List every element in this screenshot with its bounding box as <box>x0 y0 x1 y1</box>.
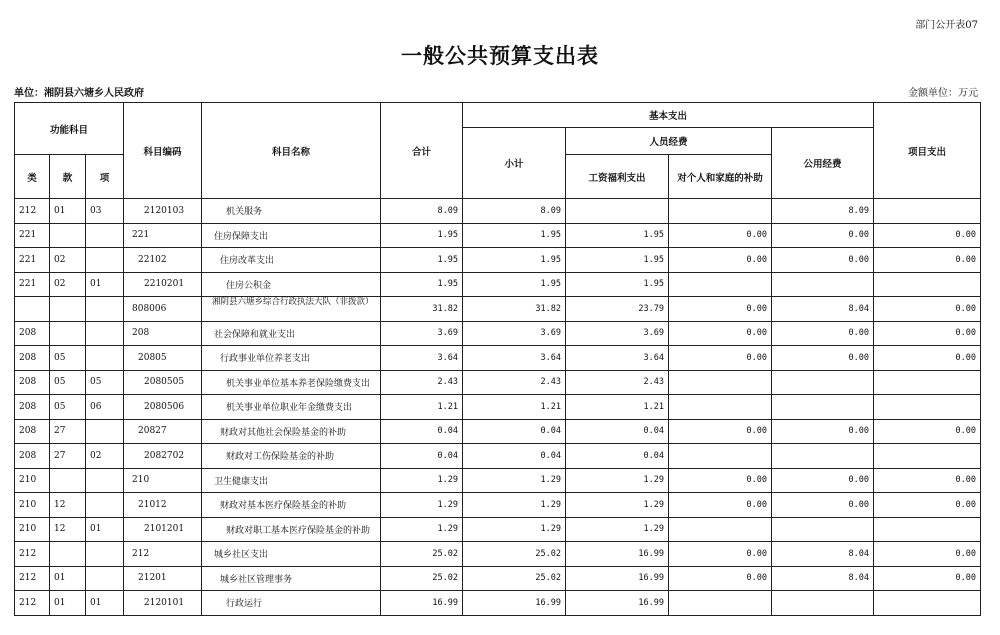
cell-kuan <box>50 321 86 346</box>
header-name: 科目名称 <box>202 103 381 199</box>
cell-public: 0.00 <box>772 223 874 248</box>
cell-subsidy <box>669 395 772 420</box>
cell-project: 0.00 <box>874 542 981 567</box>
cell-subtotal: 3.69 <box>463 321 566 346</box>
cell-subtotal: 1.29 <box>463 468 566 493</box>
cell-subtotal: 1.29 <box>463 493 566 518</box>
cell-total: 0.04 <box>381 444 463 469</box>
cell-kuan: 01 <box>50 566 86 591</box>
cell-wage <box>566 199 669 224</box>
cell-lei: 221 <box>15 223 50 248</box>
cell-project: 0.00 <box>874 346 981 371</box>
cell-name: 机关事业单位职业年金缴费支出 <box>202 395 381 420</box>
table-row <box>15 419 981 444</box>
cell-total: 2.43 <box>381 370 463 395</box>
cell-lei: 208 <box>15 346 50 371</box>
header-lei: 类 <box>15 155 50 199</box>
cell-subsidy <box>669 370 772 395</box>
cell-lei: 212 <box>15 542 50 567</box>
cell-wage: 1.29 <box>566 468 669 493</box>
table-row <box>15 248 981 273</box>
cell-subtotal: 0.04 <box>463 444 566 469</box>
cell-public: 0.00 <box>772 248 874 273</box>
cell-name: 城乡社区管理事务 <box>202 566 381 591</box>
cell-wage: 1.21 <box>566 395 669 420</box>
cell-project: 0.00 <box>874 321 981 346</box>
cell-code: 22102 <box>124 248 202 273</box>
cell-kuan: 01 <box>50 591 86 616</box>
cell-public: 0.00 <box>772 493 874 518</box>
cell-subsidy: 0.00 <box>669 566 772 591</box>
table-row <box>15 199 981 224</box>
cell-xiang <box>86 542 124 567</box>
cell-lei: 208 <box>15 444 50 469</box>
cell-lei: 208 <box>15 370 50 395</box>
cell-xiang: 01 <box>86 517 124 542</box>
table-row <box>15 468 981 493</box>
header-code: 科目编码 <box>124 103 202 199</box>
cell-code: 212 <box>124 542 202 567</box>
cell-subsidy: 0.00 <box>669 297 772 322</box>
cell-kuan <box>50 542 86 567</box>
cell-code: 20805 <box>124 346 202 371</box>
cell-subtotal: 1.21 <box>463 395 566 420</box>
cell-code: 2082702 <box>124 444 202 469</box>
header-total: 合计 <box>381 103 463 199</box>
amount-unit-label: 金额单位：万元 <box>908 88 978 99</box>
header-project: 项目支出 <box>874 103 981 199</box>
cell-name: 湘阴县六塘乡综合行政执法大队（非拨款） <box>202 297 381 322</box>
cell-code: 2120101 <box>124 591 202 616</box>
cell-subtotal: 16.99 <box>463 591 566 616</box>
cell-xiang <box>86 468 124 493</box>
table-row <box>15 370 981 395</box>
cell-subtotal: 1.95 <box>463 248 566 273</box>
header-personnel: 人员经费 <box>566 128 772 155</box>
cell-public <box>772 517 874 542</box>
header-wage: 工资福利支出 <box>566 155 669 199</box>
cell-subtotal: 8.09 <box>463 199 566 224</box>
budget-table <box>14 102 981 616</box>
cell-total: 8.09 <box>381 199 463 224</box>
cell-wage: 16.99 <box>566 542 669 567</box>
cell-lei: 212 <box>15 199 50 224</box>
page-title: 一般公共预算支出表 <box>401 43 599 68</box>
cell-lei: 221 <box>15 272 50 297</box>
table-row <box>15 444 981 469</box>
table-row <box>15 493 981 518</box>
cell-xiang: 01 <box>86 591 124 616</box>
table-row <box>15 395 981 420</box>
cell-lei <box>15 297 50 322</box>
cell-lei: 210 <box>15 493 50 518</box>
cell-lei: 221 <box>15 248 50 273</box>
cell-xiang <box>86 493 124 518</box>
cell-xiang: 05 <box>86 370 124 395</box>
cell-public: 0.00 <box>772 346 874 371</box>
cell-code: 208 <box>124 321 202 346</box>
cell-name: 机关服务 <box>202 199 381 224</box>
cell-kuan <box>50 297 86 322</box>
cell-code: 2210201 <box>124 272 202 297</box>
cell-subtotal: 3.64 <box>463 346 566 371</box>
cell-name: 住房保障支出 <box>202 223 381 248</box>
cell-kuan <box>50 223 86 248</box>
cell-lei: 210 <box>15 468 50 493</box>
cell-kuan <box>50 468 86 493</box>
cell-code: 2080505 <box>124 370 202 395</box>
cell-subtotal: 25.02 <box>463 566 566 591</box>
cell-project: 0.00 <box>874 468 981 493</box>
table-row <box>15 272 981 297</box>
cell-wage: 16.99 <box>566 591 669 616</box>
cell-xiang <box>86 248 124 273</box>
cell-kuan: 05 <box>50 370 86 395</box>
cell-total: 1.95 <box>381 223 463 248</box>
cell-public: 0.00 <box>772 419 874 444</box>
cell-wage: 0.04 <box>566 444 669 469</box>
cell-kuan: 02 <box>50 248 86 273</box>
cell-lei: 208 <box>15 395 50 420</box>
cell-xiang: 01 <box>86 272 124 297</box>
cell-subtotal: 1.95 <box>463 223 566 248</box>
unit-label: 单位：湘阴县六塘乡人民政府 <box>14 88 144 99</box>
cell-project <box>874 395 981 420</box>
header-func-subject: 功能科目 <box>15 103 124 155</box>
cell-total: 25.02 <box>381 566 463 591</box>
cell-subtotal: 25.02 <box>463 542 566 567</box>
cell-kuan: 01 <box>50 199 86 224</box>
cell-xiang: 06 <box>86 395 124 420</box>
table-row <box>15 517 981 542</box>
cell-project: 0.00 <box>874 419 981 444</box>
table-row <box>15 321 981 346</box>
cell-project: 0.00 <box>874 297 981 322</box>
cell-name: 财政对其他社会保险基金的补助 <box>202 419 381 444</box>
cell-wage: 1.95 <box>566 272 669 297</box>
cell-name: 住房公积金 <box>202 272 381 297</box>
cell-xiang <box>86 566 124 591</box>
cell-code: 21201 <box>124 566 202 591</box>
cell-wage: 3.69 <box>566 321 669 346</box>
cell-name: 城乡社区支出 <box>202 542 381 567</box>
cell-subsidy <box>669 199 772 224</box>
cell-subtotal: 31.82 <box>463 297 566 322</box>
cell-kuan: 02 <box>50 272 86 297</box>
form-number: 部门公开表07 <box>915 20 978 31</box>
cell-public <box>772 444 874 469</box>
cell-public <box>772 272 874 297</box>
cell-total: 16.99 <box>381 591 463 616</box>
cell-subsidy: 0.00 <box>669 223 772 248</box>
cell-lei: 208 <box>15 321 50 346</box>
cell-kuan: 27 <box>50 419 86 444</box>
cell-name: 卫生健康支出 <box>202 468 381 493</box>
cell-wage: 1.29 <box>566 517 669 542</box>
cell-public: 8.09 <box>772 199 874 224</box>
cell-subtotal: 2.43 <box>463 370 566 395</box>
cell-lei: 210 <box>15 517 50 542</box>
cell-total: 1.29 <box>381 468 463 493</box>
cell-total: 0.04 <box>381 419 463 444</box>
cell-lei: 212 <box>15 591 50 616</box>
cell-public: 0.00 <box>772 321 874 346</box>
cell-public: 8.04 <box>772 566 874 591</box>
cell-total: 1.95 <box>381 272 463 297</box>
cell-wage: 1.95 <box>566 248 669 273</box>
cell-total: 1.95 <box>381 248 463 273</box>
cell-total: 3.64 <box>381 346 463 371</box>
cell-total: 1.21 <box>381 395 463 420</box>
cell-xiang <box>86 346 124 371</box>
cell-project <box>874 370 981 395</box>
cell-subsidy <box>669 444 772 469</box>
cell-project <box>874 591 981 616</box>
cell-wage: 1.95 <box>566 223 669 248</box>
cell-subsidy: 0.00 <box>669 493 772 518</box>
header-xiang: 项 <box>86 155 124 199</box>
header-basic: 基本支出 <box>463 103 874 128</box>
cell-name: 社会保障和就业支出 <box>202 321 381 346</box>
cell-code: 808006 <box>124 297 202 322</box>
cell-total: 25.02 <box>381 542 463 567</box>
cell-subtotal: 0.04 <box>463 419 566 444</box>
cell-code: 20827 <box>124 419 202 444</box>
cell-wage: 0.04 <box>566 419 669 444</box>
table-row <box>15 346 981 371</box>
cell-kuan: 27 <box>50 444 86 469</box>
cell-xiang: 03 <box>86 199 124 224</box>
cell-wage: 1.29 <box>566 493 669 518</box>
cell-xiang <box>86 321 124 346</box>
cell-name: 机关事业单位基本养老保险缴费支出 <box>202 370 381 395</box>
cell-code: 210 <box>124 468 202 493</box>
cell-kuan: 12 <box>50 493 86 518</box>
cell-name: 行政事业单位养老支出 <box>202 346 381 371</box>
cell-subsidy <box>669 272 772 297</box>
cell-xiang <box>86 297 124 322</box>
cell-subsidy: 0.00 <box>669 346 772 371</box>
cell-total: 1.29 <box>381 517 463 542</box>
table-row <box>15 542 981 567</box>
cell-total: 1.29 <box>381 493 463 518</box>
cell-project: 0.00 <box>874 248 981 273</box>
cell-code: 2101201 <box>124 517 202 542</box>
cell-project: 0.00 <box>874 493 981 518</box>
cell-subsidy: 0.00 <box>669 248 772 273</box>
cell-project <box>874 199 981 224</box>
cell-lei: 212 <box>15 566 50 591</box>
cell-total: 31.82 <box>381 297 463 322</box>
cell-subsidy: 0.00 <box>669 542 772 567</box>
header-subsidy: 对个人和家庭的补助 <box>669 155 772 199</box>
cell-name: 财政对职工基本医疗保险基金的补助 <box>202 517 381 542</box>
cell-project <box>874 272 981 297</box>
cell-subsidy: 0.00 <box>669 468 772 493</box>
cell-subsidy: 0.00 <box>669 321 772 346</box>
table-row <box>15 223 981 248</box>
cell-wage: 2.43 <box>566 370 669 395</box>
cell-subtotal: 1.29 <box>463 517 566 542</box>
cell-name: 行政运行 <box>202 591 381 616</box>
table-row <box>15 297 981 322</box>
cell-name: 财政对工伤保险基金的补助 <box>202 444 381 469</box>
header-public: 公用经费 <box>772 128 874 199</box>
cell-public: 0.00 <box>772 468 874 493</box>
cell-lei: 208 <box>15 419 50 444</box>
cell-project <box>874 444 981 469</box>
cell-code: 21012 <box>124 493 202 518</box>
cell-project: 0.00 <box>874 223 981 248</box>
cell-xiang <box>86 419 124 444</box>
cell-subsidy: 0.00 <box>669 419 772 444</box>
table-row <box>15 566 981 591</box>
cell-public: 8.04 <box>772 297 874 322</box>
cell-wage: 3.64 <box>566 346 669 371</box>
cell-public <box>772 591 874 616</box>
table-row <box>15 591 981 616</box>
cell-total: 3.69 <box>381 321 463 346</box>
cell-public <box>772 370 874 395</box>
cell-project: 0.00 <box>874 566 981 591</box>
cell-code: 221 <box>124 223 202 248</box>
cell-public <box>772 395 874 420</box>
cell-wage: 16.99 <box>566 566 669 591</box>
header-kuan: 款 <box>50 155 86 199</box>
cell-project <box>874 517 981 542</box>
cell-code: 2120103 <box>124 199 202 224</box>
cell-subsidy <box>669 591 772 616</box>
cell-code: 2080506 <box>124 395 202 420</box>
cell-xiang: 02 <box>86 444 124 469</box>
cell-xiang <box>86 223 124 248</box>
cell-name: 住房改革支出 <box>202 248 381 273</box>
cell-subsidy <box>669 517 772 542</box>
cell-public: 8.04 <box>772 542 874 567</box>
cell-name: 财政对基本医疗保险基金的补助 <box>202 493 381 518</box>
cell-wage: 23.79 <box>566 297 669 322</box>
cell-kuan: 05 <box>50 395 86 420</box>
cell-kuan: 12 <box>50 517 86 542</box>
cell-kuan: 05 <box>50 346 86 371</box>
cell-subtotal: 1.95 <box>463 272 566 297</box>
header-subtotal: 小计 <box>463 128 566 199</box>
